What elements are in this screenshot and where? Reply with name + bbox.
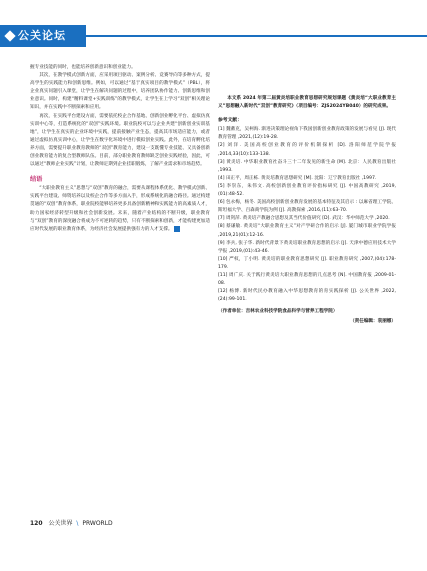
- right-column: [218, 95, 396, 327]
- reference-item: [1] 魏蓄克，吴柯海. 渐进决策理论视角下我国创新创业教育政策的发展与看见 [J]. 现代教育管理 ,2021,(12):19-28.: [218, 127, 396, 141]
- references-heading: 参考文献：: [218, 118, 242, 124]
- conclusion-heading: 结语: [30, 176, 43, 184]
- header-rule: [86, 35, 427, 37]
- body-paragraph: 握专业技能的同时，也能培养创新意识和创业能力。: [30, 65, 136, 70]
- conclusion-paragraph: [30, 185, 210, 234]
- reference-item: [10] 严权，丁小明. 黄炎培的职业教育思想研究 [J]. 职业教育研究 ,2007,(04):178-179.: [218, 256, 396, 270]
- reference-item: [8] 蔡谦敏. 黄炎培“大职业教育主义”对产学研合作的启示 [J]. 厦门城市职业学院学报 ,2019,21(01):12-16.: [218, 224, 396, 238]
- reference-item: [5] 李崇东，朱伟文. 高校创新创业教育评价指标研究 [J]. 中国高教研究 ,2019,(01):48-52.: [218, 183, 396, 198]
- magazine-name-en: PRWORLD: [82, 520, 113, 527]
- reference-item: [7] 周剑萍. 黄炎培产教融合思想及其当代价值研究 [D]. 武汉：华中师范大学 ,2020.: [218, 216, 390, 222]
- reference-item: [4] 田正平，周正栋. 黄炎培教育思想研究 [M]. 沈阳：辽宁教育出版社 ,1997.: [218, 175, 377, 181]
- page-number: 120: [30, 520, 43, 527]
- reference-item: [6] 包永梅，杨冬. 美国高校创新创业教育发展的基本特征及其启示 : 以麻省理工学院、斯坦福大学、百森商学院为例 [J]. 高教探索 ,2016,(11):63-70.: [218, 200, 396, 214]
- section-title: 公关论坛: [18, 29, 66, 42]
- left-column: [30, 64, 210, 234]
- reference-item: [2] 刘洋. 美国高校创业教育的评价机制探析 [D]. 洛阳师范学院学报 ,2014,33(10):133-138.: [218, 143, 396, 157]
- reference-item: [9] 李兵, 张子华. 新时代背景下黄炎培职业教育思想的启示 [J]. 天津中德应用技术大学学报 ,2019,(01):43-46.: [218, 240, 396, 254]
- body-paragraph: 再次，在实践平台建设方面，需要依托校企合作基地、创新创业孵化平台、虚拟仿真实训中心等，打造系统化的“双创”实践环境。职业院校可以与企业共建“创新创业实训基地”，让学生在真实的企业环境中实践，提前接触产业生态，提高其市场适应能力，或者通过虚拟仿真实训中心，让学生在数字化环境中进行模拟创业实践。此外，在培育孵化培养方面，需要提升职业教育教师的“双创”教育能力，建设一支既懂专业技能、又具备创新创业教育能力的复合型教师队伍。目前，部分职业教育教师缺乏创业实践经验，因此，可以通过“教师企业实践”计划，让教师定期到企业挂职锻炼，了解产业需求和市场趋势。: [30, 113, 210, 168]
- reference-item: [11] 周广庆. 关于践行黄炎培大职业教育思想的几点思考 [N]. 中国教育报 ,2009-01-08.: [218, 272, 396, 287]
- end-mark-icon: ■: [174, 226, 180, 232]
- footer-separator: \: [76, 520, 79, 527]
- body-paragraph: 其次，在教学模式创新方面，应采用项目驱动、案例分析、竞赛导向等多种方式，提高学生的实践能力和创新思维。例如，可以通过“基于真实项目的教学模式”（PBL），将企业真实问题引入课堂，让学生在解决问题的过程中，培养团队协作能力、创新思维和创业意识。同时，构建“精料课堂+实践训练”的教学模式，让学生在上学习“双创”相关理论知识，并在实践中不断探索和应用。: [30, 73, 210, 111]
- author-affiliation: （作者单位：吉林农业科技学院食品科学与营养工程学院）: [218, 309, 338, 315]
- conclusion-text: “大职业教育主义”思想与“双创”教育的融合，需要从课程体系优化、教学模式创新、实践平台建设、师资培养以及校企合作等多方面入手，形成系统化的融合路径。通过构建贯通的“双创”教育体系，职业院校能够培养更多具备创新精神和实践能力的高素质人才，助力国家经济转型升级和社会创新发展。未来，随着产业结构的不断升级，职业教育与“双创”教育的深度融合将成为不可逆转的趋势，只有不断探索和创新，才能构建更加适应时代发展的职业教育体系，为经济社会发展提供强有力的人才支撑。: [30, 186, 210, 232]
- reference-item: [12] 杨博. 新时代民办教育融入中华思想教育的育实践探析 [J]. 公关世界 ,2022,(24):99-101.: [218, 289, 396, 303]
- reference-item: [3] 黄炎培. 中华职业教育社奋斗三十二年发见的新生命 [M]. 北京：人民教育出版社 ,1993.: [218, 159, 396, 173]
- magazine-name: 公关世界: [48, 520, 73, 527]
- editor-note: （责任编辑：袁丽娜）: [350, 319, 396, 325]
- fund-note: 本文系 2024 年第二届黄炎培职业教育思想研究规划课题《黄炎培“大职业教育主义”思想融入新时代“双创”教育研究》（项目编号：ZJS2024YB040）的研究成果。: [218, 96, 396, 110]
- page-footer: [30, 518, 113, 530]
- page-header: [0, 0, 427, 60]
